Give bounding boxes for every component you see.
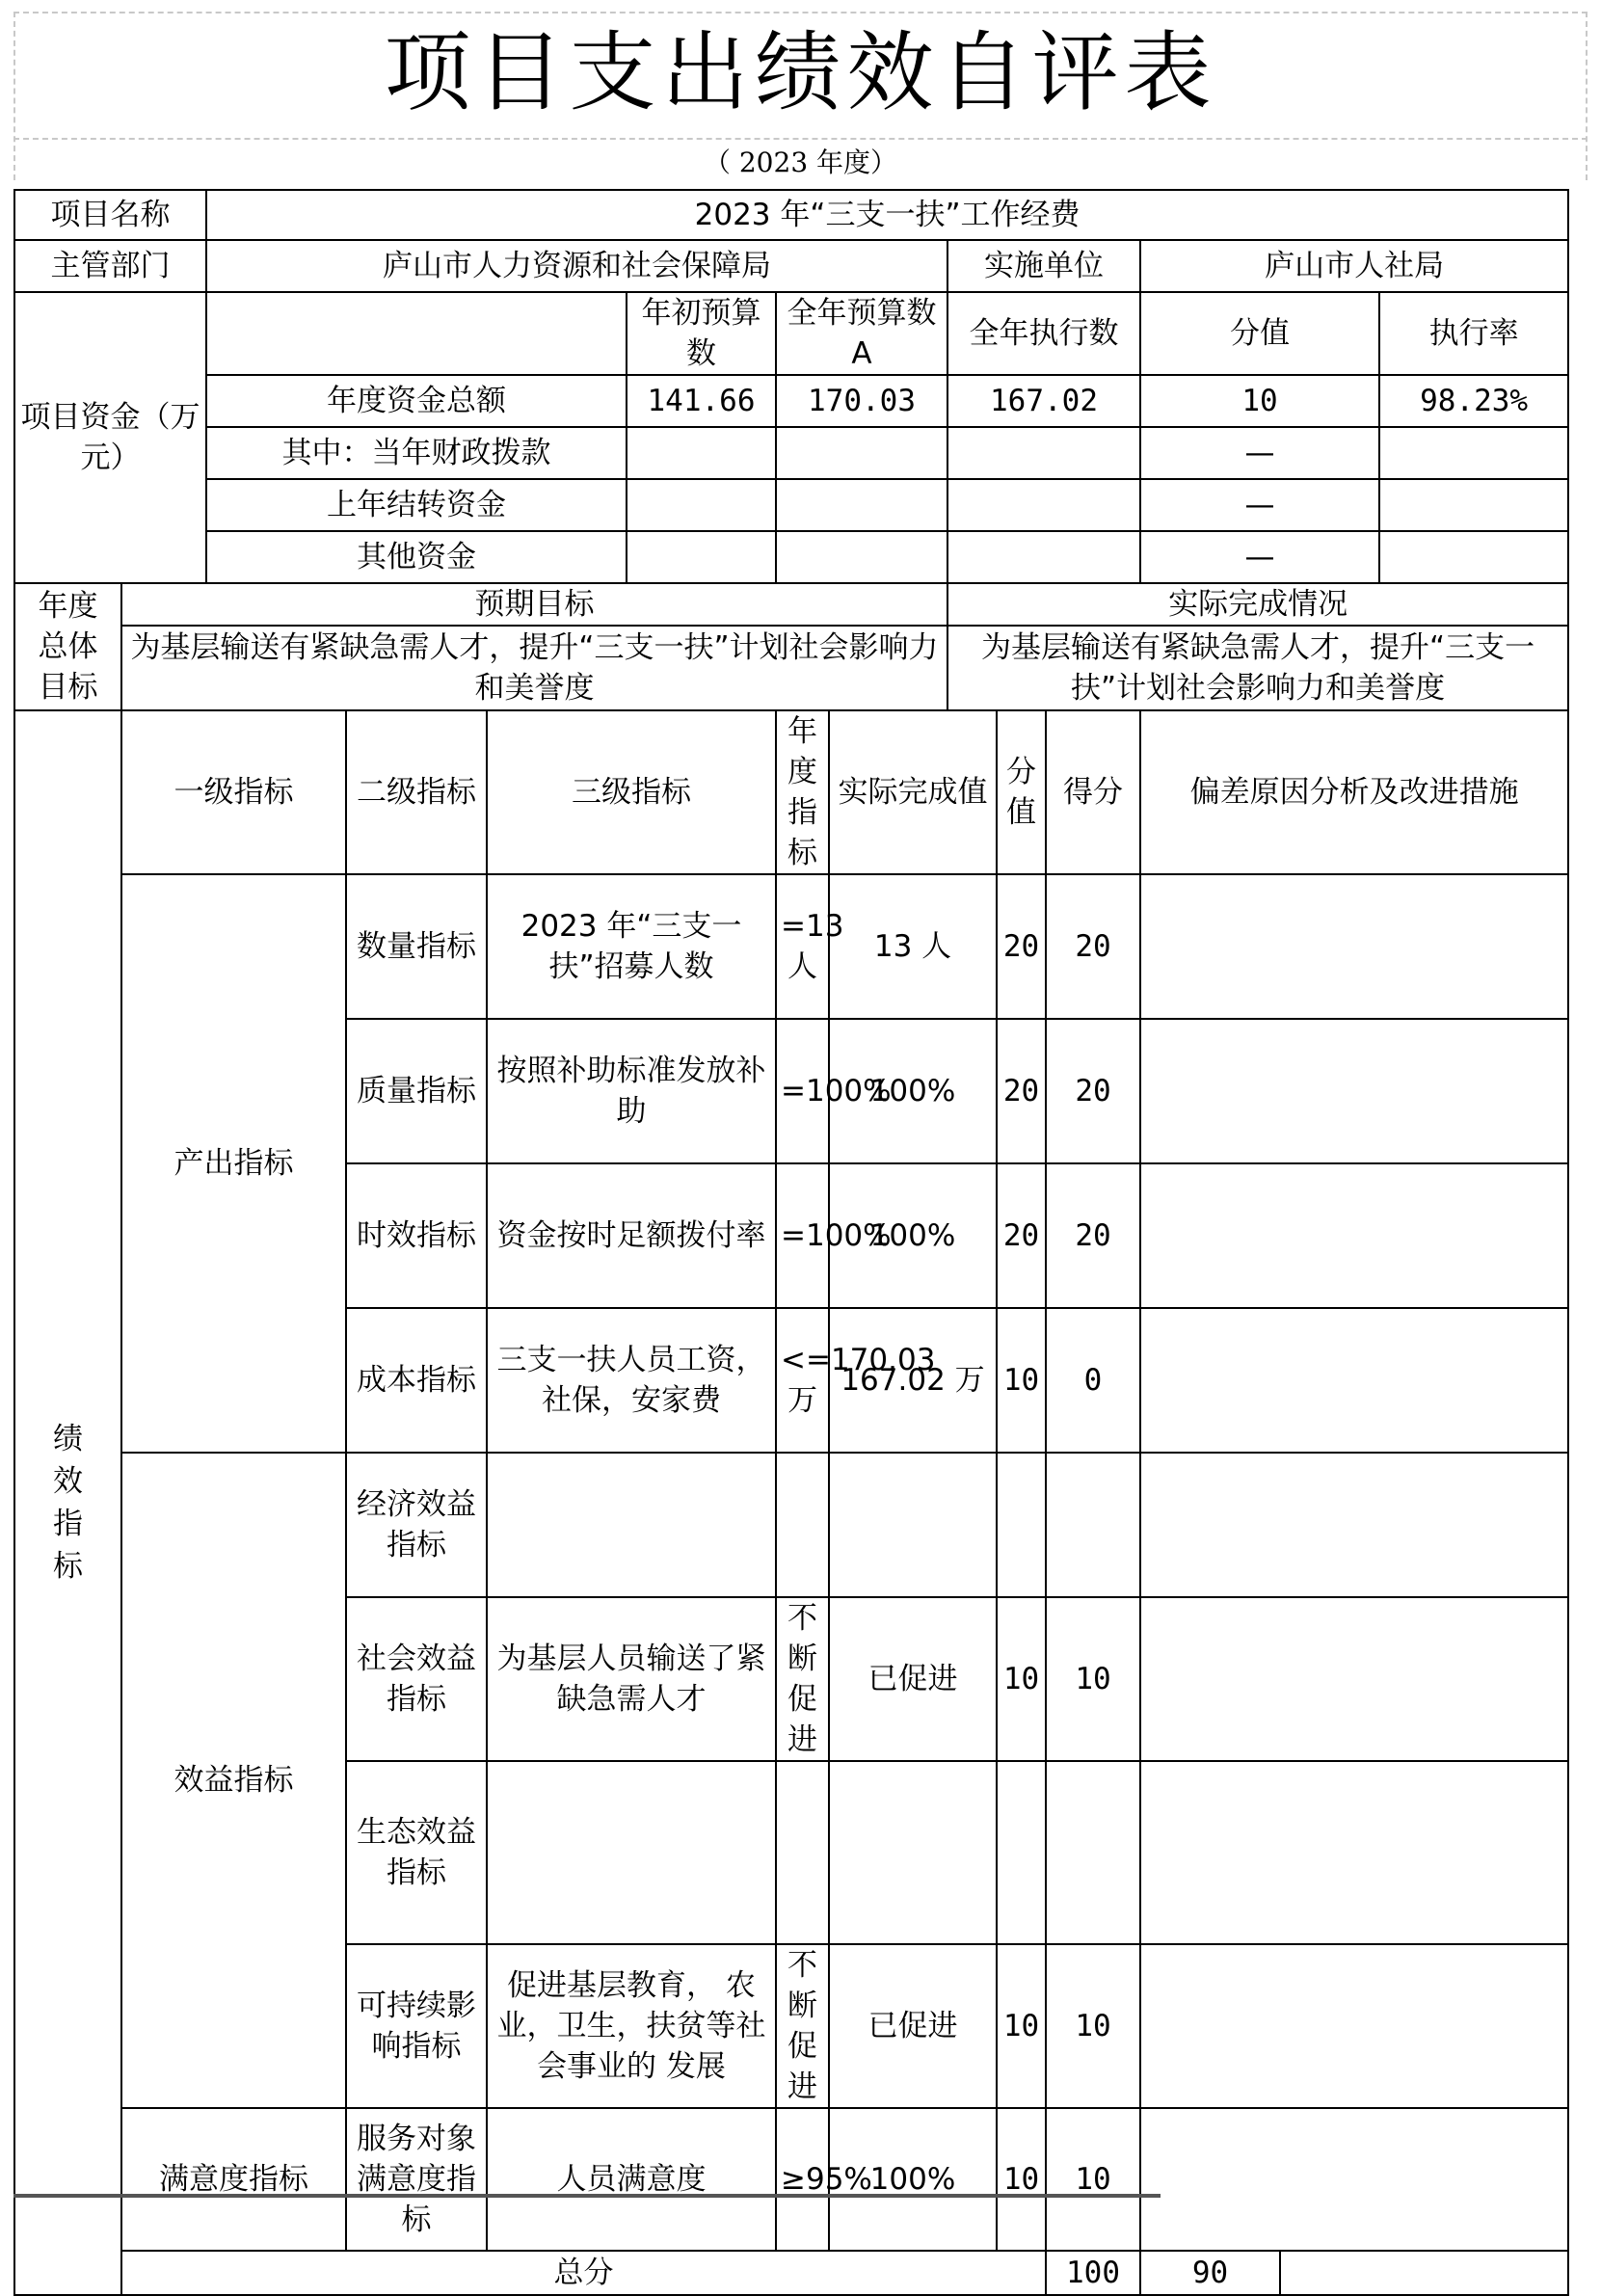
indicator-score-value: 20 <box>997 874 1046 1019</box>
unit-label: 实施单位 <box>947 240 1140 292</box>
indicator-level2: 成本指标 <box>346 1308 487 1453</box>
indicator-level2: 社会效益指标 <box>346 1597 487 1761</box>
indicator-score: 10 <box>1046 2108 1140 2251</box>
funds-initial <box>627 531 776 583</box>
indicator-score-value: 10 <box>997 1308 1046 1453</box>
indicator-actual <box>829 1453 997 1597</box>
bottom-rule <box>13 2194 1161 2198</box>
indicator-level3: 按照补助标准发放补助 <box>487 1019 776 1163</box>
indicator-score-value: 10 <box>997 1944 1046 2108</box>
indicator-score-value: 10 <box>997 1597 1046 1761</box>
funds-annual: 170.03 <box>776 375 947 427</box>
indicator-actual: 100% <box>829 2108 997 2251</box>
indicator-target <box>776 1453 829 1597</box>
funds-annual <box>776 479 947 531</box>
indicator-deviation <box>1140 2108 1568 2251</box>
indicator-level3: 三支一扶人员工资，社保，安家费 <box>487 1308 776 1453</box>
indicator-level2: 时效指标 <box>346 1163 487 1308</box>
unit-value: 庐山市人社局 <box>1140 240 1568 292</box>
funds-row-label: 上年结转资金 <box>206 479 627 531</box>
group-satisfaction: 满意度指标 <box>121 2108 346 2251</box>
funds-executed <box>947 531 1140 583</box>
project-name-label: 项目名称 <box>14 190 206 240</box>
indicator-actual <box>829 1761 997 1944</box>
indicator-level3: 为基层人员输送了紧缺急需人才 <box>487 1597 776 1761</box>
indicator-level3 <box>487 1761 776 1944</box>
funds-label: 项目资金（万元） <box>14 292 206 583</box>
indicator-score <box>1046 1453 1140 1597</box>
indicator-target: 不断促进 <box>776 1944 829 2108</box>
funds-row-label: 其中：当年财政拨款 <box>206 427 627 479</box>
funds-header-executed: 全年执行数 <box>947 292 1140 375</box>
funds-blank-header <box>206 292 627 375</box>
group-output: 产出指标 <box>121 874 346 1453</box>
page-title: 项目支出绩效自评表 <box>384 22 1217 123</box>
indicator-score: 20 <box>1046 1163 1140 1308</box>
indicator-actual: 100% <box>829 1163 997 1308</box>
indicator-score-value: 20 <box>997 1163 1046 1308</box>
indicators-header-level3: 三级指标 <box>487 710 776 874</box>
funds-annual <box>776 531 947 583</box>
funds-score-value: — <box>1140 427 1379 479</box>
indicators-header-deviation: 偏差原因分析及改进措施 <box>1140 710 1568 874</box>
indicator-target: <=170.03 万 <box>776 1308 829 1453</box>
funds-header-initial: 年初预算数 <box>627 292 776 375</box>
indicator-deviation <box>1140 874 1568 1019</box>
funds-initial <box>627 427 776 479</box>
indicator-target: ≥95% <box>776 2108 829 2251</box>
goals-label: 年度总体目标 <box>14 583 121 710</box>
indicators-header-level2: 二级指标 <box>346 710 487 874</box>
indicator-deviation <box>1140 1944 1568 2108</box>
funds-executed <box>947 427 1140 479</box>
funds-header-score-value: 分值 <box>1140 292 1379 375</box>
funds-executed: 167.02 <box>947 375 1140 427</box>
indicator-actual: 100% <box>829 1019 997 1163</box>
indicator-score-value <box>997 1761 1046 1944</box>
indicator-actual: 13 人 <box>829 874 997 1019</box>
indicator-deviation <box>1140 1453 1568 1597</box>
indicator-level2: 生态效益指标 <box>346 1761 487 1944</box>
header-divider <box>13 138 1588 140</box>
indicator-score: 10 <box>1046 1597 1140 1761</box>
goals-expected-header: 预期目标 <box>121 583 947 626</box>
indicator-level3: 2023 年“三支一扶”招募人数 <box>487 874 776 1019</box>
indicator-target: 不断促进 <box>776 1597 829 1761</box>
total-score-value: 100 <box>1046 2251 1140 2295</box>
indicator-level2: 服务对象满意度指标 <box>346 2108 487 2251</box>
indicators-header-score-value: 分值 <box>997 710 1046 874</box>
group-benefit: 效益指标 <box>121 1453 346 2108</box>
indicator-deviation <box>1140 1308 1568 1453</box>
total-label: 总分 <box>121 2251 1046 2295</box>
funds-rate: 98.23% <box>1379 375 1568 427</box>
year-label: （ 2023 年度） <box>703 147 898 178</box>
funds-initial: 141.66 <box>627 375 776 427</box>
funds-row-label: 年度资金总额 <box>206 375 627 427</box>
total-score: 90 <box>1140 2251 1280 2295</box>
funds-rate <box>1379 427 1568 479</box>
indicator-score: 20 <box>1046 1019 1140 1163</box>
indicator-level3: 促进基层教育， 农业，卫生，扶贫等社会事业的 发展 <box>487 1944 776 2108</box>
indicator-actual: 已促进 <box>829 1597 997 1761</box>
indicators-header-actual: 实际完成值 <box>829 710 997 874</box>
dept-value: 庐山市人力资源和社会保障局 <box>206 240 947 292</box>
indicator-score-value <box>997 1453 1046 1597</box>
funds-score-value: — <box>1140 531 1379 583</box>
funds-executed <box>947 479 1140 531</box>
project-name: 2023 年“三支一扶”工作经费 <box>206 190 1568 240</box>
indicator-actual: 已促进 <box>829 1944 997 2108</box>
funds-annual <box>776 427 947 479</box>
indicator-score-value: 10 <box>997 2108 1046 2251</box>
funds-rate <box>1379 479 1568 531</box>
indicator-level2: 可持续影响指标 <box>346 1944 487 2108</box>
goals-expected: 为基层输送有紧缺急需人才，提升“三支一扶”计划社会影响力和美誉度 <box>121 626 947 710</box>
indicator-level3: 资金按时足额拨付率 <box>487 1163 776 1308</box>
goals-actual: 为基层输送有紧缺急需人才，提升“三支一扶”计划社会影响力和美誉度 <box>947 626 1568 710</box>
page-border-top <box>13 12 1588 13</box>
funds-row-label: 其他资金 <box>206 531 627 583</box>
indicator-level2: 经济效益指标 <box>346 1453 487 1597</box>
indicator-score: 10 <box>1046 1944 1140 2108</box>
indicator-deviation <box>1140 1761 1568 1944</box>
indicator-target: =13 人 <box>776 874 829 1019</box>
indicators-header-target: 年度指标 <box>776 710 829 874</box>
indicator-deviation <box>1140 1019 1568 1163</box>
indicator-target <box>776 1761 829 1944</box>
indicator-level3 <box>487 1453 776 1597</box>
funds-initial <box>627 479 776 531</box>
funds-header-annual: 全年预算数 A <box>776 292 947 375</box>
performance-table <box>13 189 1569 2296</box>
indicators-header-score: 得分 <box>1046 710 1140 874</box>
funds-header-rate: 执行率 <box>1379 292 1568 375</box>
indicator-target: =100% <box>776 1163 829 1308</box>
indicators-label: 绩效指标 <box>14 710 121 2295</box>
indicator-score: 20 <box>1046 874 1140 1019</box>
indicator-level2: 数量指标 <box>346 874 487 1019</box>
funds-score-value: — <box>1140 479 1379 531</box>
indicator-deviation <box>1140 1163 1568 1308</box>
funds-rate <box>1379 531 1568 583</box>
indicator-score-value: 20 <box>997 1019 1046 1163</box>
goals-actual-header: 实际完成情况 <box>947 583 1568 626</box>
indicator-level2: 质量指标 <box>346 1019 487 1163</box>
total-deviation <box>1280 2251 1568 2295</box>
dept-label: 主管部门 <box>14 240 206 292</box>
funds-score-value: 10 <box>1140 375 1379 427</box>
indicator-score: 0 <box>1046 1308 1140 1453</box>
indicator-score <box>1046 1761 1140 1944</box>
indicator-level3: 人员满意度 <box>487 2108 776 2251</box>
indicators-header-level1: 一级指标 <box>121 710 346 874</box>
indicator-target: =100% <box>776 1019 829 1163</box>
indicator-actual: 167.02 万 <box>829 1308 997 1453</box>
indicator-deviation <box>1140 1597 1568 1761</box>
